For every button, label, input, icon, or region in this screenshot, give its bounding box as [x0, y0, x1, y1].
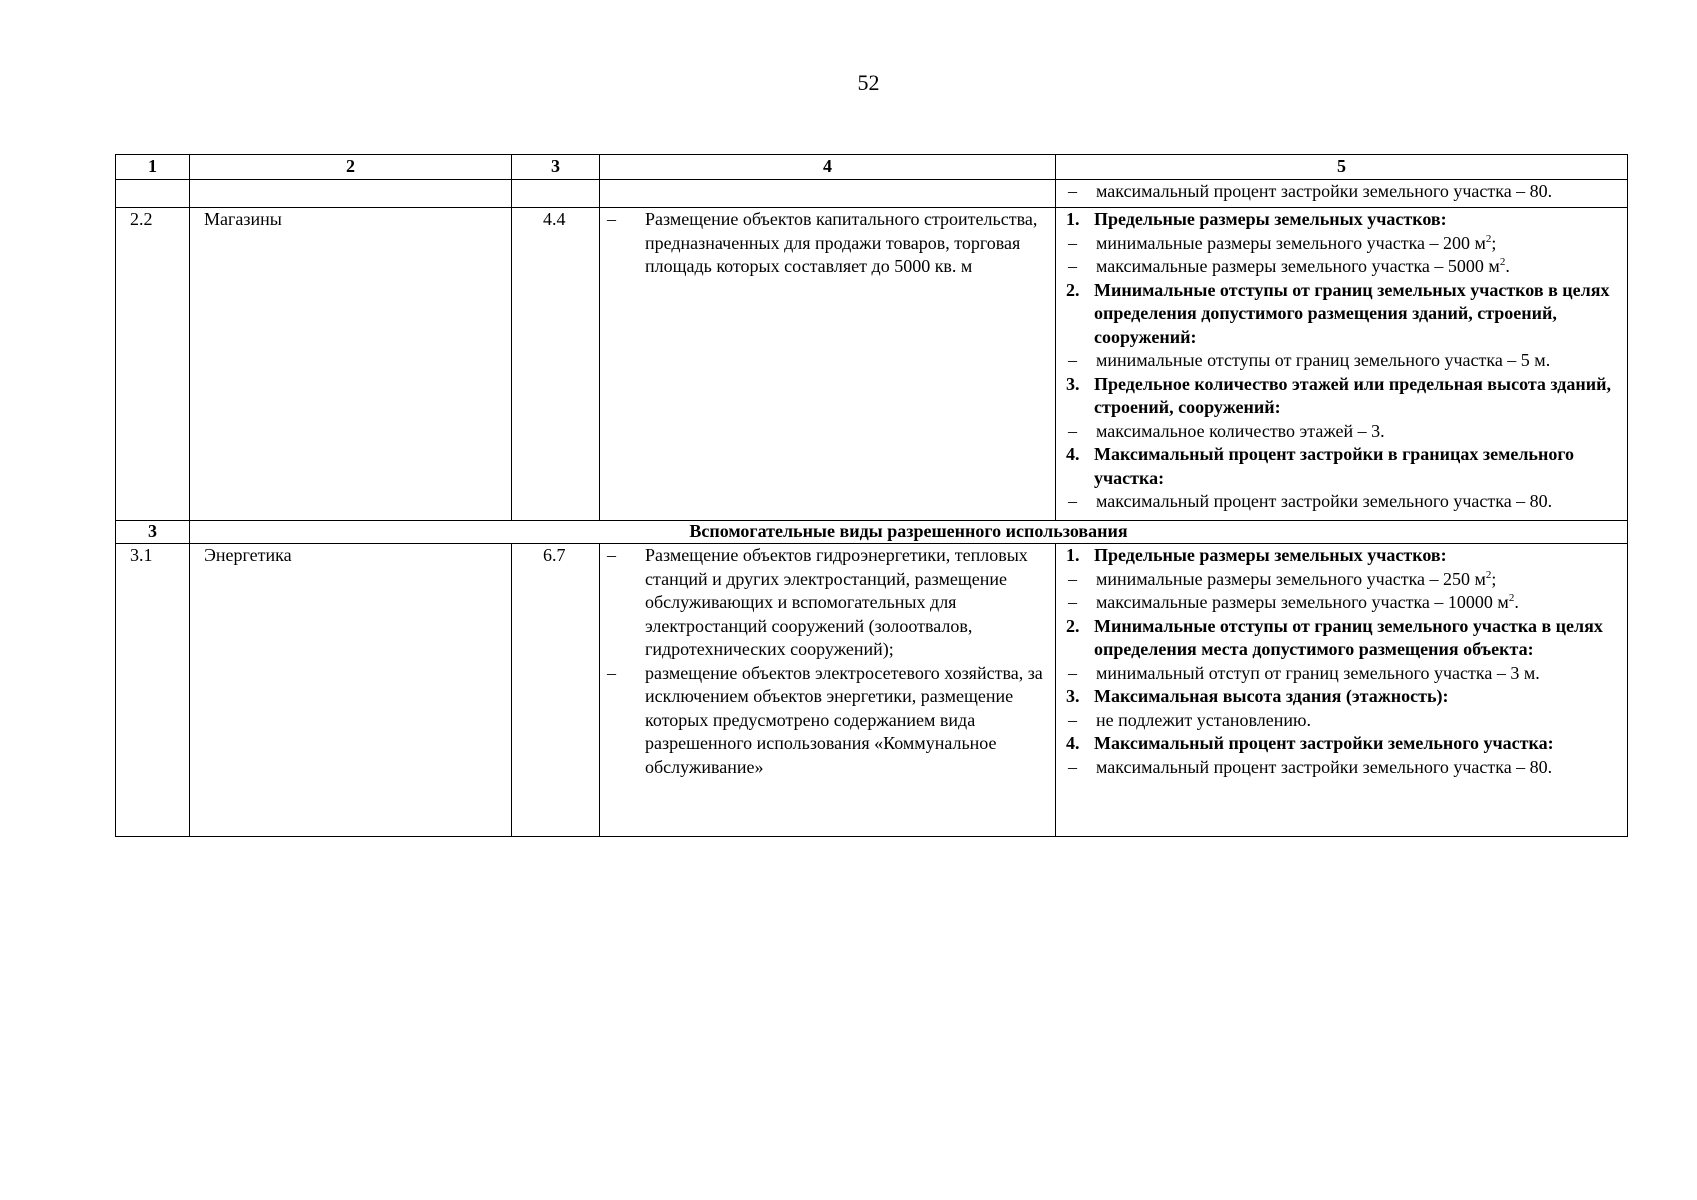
header-col-4: 4	[600, 155, 1056, 180]
dash-marker: –	[1068, 592, 1077, 612]
param-heading	[1066, 443, 1623, 490]
param-heading	[1066, 685, 1623, 709]
param-number: 3.	[1066, 373, 1080, 394]
param-number: 3.	[1066, 686, 1080, 706]
param-heading-text: Максимальный процент застройки в границах земельного участка:	[1094, 444, 1575, 488]
list-item-text: размещение объектов электросетевого хозяйства, за исключением объектов энергетики, размещение которых предусмотрено содержанием вида разрешенного использования «Коммунальное обслуживание»	[645, 662, 1043, 777]
param-value	[1066, 232, 1623, 256]
list-item-text: Размещение объектов гидроэнергетики, тепловых станций и других электростанций, размещение обслуживающих и вспомогательных для электростанций сооружений (золоотвалов, гидротехнических сооружений);	[645, 545, 1028, 659]
param-number: 4.	[1066, 444, 1080, 464]
list-item	[600, 662, 1055, 780]
dash-marker: –	[1068, 568, 1077, 589]
param-value-text: максимальный процент застройки земельного участка – 80.	[1096, 756, 1553, 777]
dash-marker: –	[1068, 491, 1077, 511]
row-number: 2.2	[116, 208, 190, 521]
table-row	[116, 208, 1628, 521]
param-value-text: минимальные размеры земельного участка – 200 $м^2$;	[1096, 232, 1497, 253]
param-number: 1.	[1066, 209, 1080, 229]
param-heading-text: Предельные размеры земельных участков:	[1094, 545, 1447, 565]
cell-empty	[512, 180, 600, 208]
row-number: 3.1	[116, 544, 190, 837]
dash-marker: –	[1068, 420, 1077, 441]
table-row-continuation	[116, 180, 1628, 208]
param-value	[1066, 709, 1623, 733]
dash-marker: –	[1068, 709, 1077, 730]
use-type-name: Энергетика	[190, 544, 512, 837]
param-value	[1066, 180, 1623, 204]
param-value-text: минимальный отступ от границ земельного участка – 3 м.	[1096, 662, 1540, 683]
param-value	[1066, 568, 1623, 592]
table-row	[116, 544, 1628, 837]
param-heading-text: Минимальные отступы от границ земельных участков в целях определения допустимого размещения зданий, строений, сооружений:	[1094, 279, 1610, 347]
params-cell	[1056, 544, 1628, 837]
param-number: 4.	[1066, 733, 1080, 753]
dash-marker: –	[607, 662, 616, 683]
param-heading-text: Максимальная высота здания (этажность):	[1094, 686, 1449, 706]
list-item-text: Размещение объектов капитального строительства, предназначенных для продажи товаров, торговая площадь которых составляет до 5000 кв. м	[645, 209, 1038, 276]
param-heading-text: Предельные размеры земельных участков:	[1094, 209, 1447, 229]
param-value-text: максимальные размеры земельного участка – 5000 $м^2$.	[1096, 256, 1510, 276]
table-header-row	[116, 155, 1628, 180]
param-heading	[1066, 615, 1623, 662]
cell-empty	[600, 180, 1056, 208]
params-cell	[1056, 180, 1628, 208]
param-value-text: минимальные размеры земельного участка – 250 $м^2$;	[1096, 568, 1497, 589]
superscript: 2	[1508, 592, 1515, 604]
param-number: 1.	[1066, 545, 1080, 565]
header-col-3: 3	[512, 155, 600, 180]
dash-marker: –	[607, 209, 616, 229]
header-col-5: 5	[1056, 155, 1628, 180]
regulations-table	[115, 154, 1628, 837]
use-type-name: Магазины	[190, 208, 512, 521]
dash-marker: –	[1068, 181, 1077, 201]
dash-marker: –	[1068, 350, 1077, 370]
param-value	[1066, 756, 1623, 780]
list-item	[600, 544, 1055, 662]
param-heading-text: Минимальные отступы от границ земельного участка в целях определения места допустимого размещения объекта:	[1094, 615, 1603, 659]
param-value-text: максимальный процент застройки земельного участка – 80.	[1096, 491, 1553, 511]
param-heading	[1066, 544, 1623, 568]
use-description-cell	[600, 544, 1056, 837]
list-item	[600, 208, 1055, 279]
use-type-code: 6.7	[512, 544, 600, 837]
param-value-text: максимальное количество этажей – 3.	[1096, 420, 1385, 441]
param-number: 2.	[1066, 615, 1080, 636]
dash-marker: –	[1068, 256, 1077, 276]
param-value	[1066, 349, 1623, 373]
header-col-2: 2	[190, 155, 512, 180]
cell-empty	[190, 180, 512, 208]
page-number: 52	[857, 70, 880, 95]
superscript: 2	[1485, 568, 1492, 581]
param-value-text: не подлежит установлению.	[1096, 709, 1311, 730]
param-heading	[1066, 732, 1623, 756]
param-heading	[1066, 279, 1623, 350]
superscript: 2	[1499, 256, 1506, 268]
param-value	[1066, 420, 1623, 444]
param-number: 2.	[1066, 279, 1080, 300]
superscript: 2	[1485, 232, 1492, 245]
param-value-text: максимальный процент застройки земельного участка – 80.	[1096, 181, 1553, 201]
param-value	[1066, 662, 1623, 686]
section-title: Вспомогательные виды разрешенного использования	[190, 521, 1628, 544]
param-value-text: минимальные отступы от границ земельного участка – 5 м.	[1096, 350, 1551, 370]
dash-marker: –	[1068, 756, 1077, 777]
dash-marker: –	[1068, 232, 1077, 253]
section-row	[116, 521, 1628, 544]
param-heading-text: Предельное количество этажей или предельная высота зданий, строений, сооружений:	[1094, 373, 1612, 417]
cell-empty	[116, 180, 190, 208]
dash-marker: –	[607, 545, 616, 565]
params-cell	[1056, 208, 1628, 521]
section-number: 3	[116, 521, 190, 544]
use-type-code: 4.4	[512, 208, 600, 521]
use-description-cell	[600, 208, 1056, 521]
param-value	[1066, 490, 1623, 514]
param-heading	[1066, 373, 1623, 420]
param-value	[1066, 255, 1623, 279]
param-heading-text: Максимальный процент застройки земельного участка:	[1094, 733, 1554, 753]
dash-marker: –	[1068, 662, 1077, 683]
header-col-1: 1	[116, 155, 190, 180]
param-value-text: максимальные размеры земельного участка – 10000 $м^2$.	[1096, 592, 1519, 612]
param-value	[1066, 591, 1623, 615]
param-heading	[1066, 208, 1623, 232]
